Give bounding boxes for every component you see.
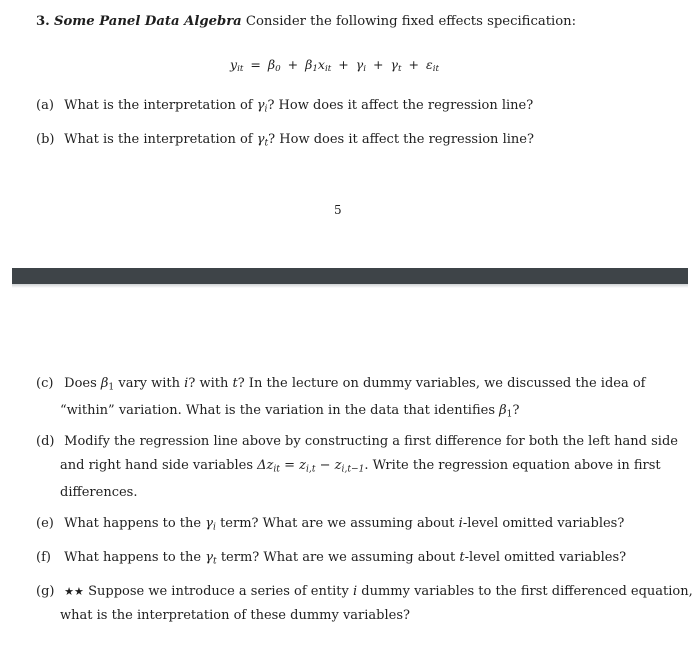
page-number: 5 bbox=[334, 203, 342, 217]
part-e: (e) What happens to the $\gamma_i$ term? What are we assuming about i-level omitted variables? bbox=[36, 512, 624, 539]
page-top bbox=[0, 0, 700, 266]
part-f: (f) What happens to the $\gamma_t$ term? What are we assuming about t-level omitted variables? bbox=[36, 546, 626, 573]
question-title: Some Panel Data Algebra bbox=[53, 14, 242, 29]
part-label: (a) bbox=[36, 98, 54, 113]
page-divider bbox=[12, 268, 688, 284]
question-number: 3. bbox=[36, 14, 50, 29]
difficulty-stars-icon: ★★ bbox=[64, 585, 84, 598]
part-c: (c) Does $\beta_1$ vary with i? with t? In the lecture on dummy variables, we discussed the idea of “within” variation. What is the variation in the data that identifies $\beta_1$? bbox=[36, 372, 645, 427]
part-g: (g) ★★ Suppose we introduce a series of entity i dummy variables to the first differenced equation, what is the interpretation of these dummy variables? bbox=[36, 580, 693, 628]
part-a: (a) What is the interpretation of $\gamma_i$? How does it affect the regression line? bbox=[36, 94, 533, 121]
part-label: (d) bbox=[36, 434, 55, 449]
part-b: (b) What is the interpretation of $\gamma_t$? How does it affect the regression line? bbox=[36, 128, 534, 155]
fixed-effects-equation: $y_{it} = \beta_0 + \beta_1x_{it} + \gamma_i + \gamma_t + \varepsilon_{it}$ bbox=[230, 57, 440, 75]
part-d: (d) Modify the regression line above by constructing a first difference for both the left hand side and right hand side variables $\Delta z_{it} = z_{i,t} - z_{i,t-1}$. Write the regression equation above in first differences. bbox=[36, 430, 678, 505]
part-label: (e) bbox=[36, 516, 54, 531]
question-intro: Consider the following fixed effects specification: bbox=[245, 14, 577, 29]
question-header bbox=[36, 14, 576, 29]
part-label: (b) bbox=[36, 132, 55, 147]
part-label: (g) bbox=[36, 584, 55, 599]
part-label: (f) bbox=[36, 550, 51, 565]
part-label: (c) bbox=[36, 376, 54, 391]
